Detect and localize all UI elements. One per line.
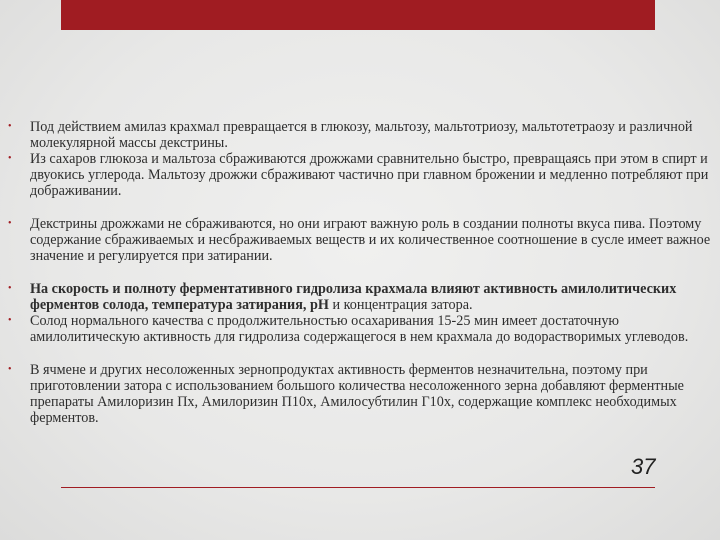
slide-body bbox=[8, 119, 714, 426]
bullet-text: и концентрация затора. bbox=[328, 297, 473, 313]
bullet-dot-icon: • bbox=[8, 364, 12, 375]
bullet-text: Из сахаров глюкоза и мальтоза сбраживаются дрожжами сравнительно быстро, превращаясь при этом в спирт и двуокись углерода. Мальтозу дрожжи сбраживают частично при главном брожении и медленно потребляют при дображивании. bbox=[30, 151, 709, 199]
bullet-dot-icon: • bbox=[8, 218, 12, 229]
bullet-item bbox=[8, 362, 714, 426]
bullet-item bbox=[8, 151, 714, 199]
bullet-text: В ячмене и других несоложенных зернопродуктах активность ферментов незначительна, поэтому при приготовлении затора с использованием большого количества несоложенного зерна добавляют ферментные препараты Амилоризин Пх, Амилоризин П10х, Амилосубтилин Г10х, содержащие комплекс необходимых ферментов. bbox=[30, 362, 684, 426]
footer-divider bbox=[61, 487, 655, 488]
bullet-dot-icon: • bbox=[8, 315, 12, 326]
bullet-text: Под действием амилаз крахмал превращается в глюкозу, мальтозу, мальтотриозу, мальтотетраозу и различной молекулярной массы декстрины. bbox=[30, 119, 693, 151]
bullet-item bbox=[8, 313, 714, 345]
title-banner bbox=[61, 0, 655, 30]
page-number: 37 bbox=[631, 454, 656, 479]
bullet-bold-text: На скорость и полноту ферментативного гидролиза крахмала влияют активность амилолитических ферментов солода, температура затирания, рН bbox=[30, 281, 677, 313]
bullet-dot-icon: • bbox=[8, 283, 12, 294]
bullet-item bbox=[8, 119, 714, 151]
bullet-dot-icon: • bbox=[8, 121, 12, 132]
bullet-dot-icon: • bbox=[8, 153, 12, 164]
bullet-text: Декстрины дрожжами не сбраживаются, но они играют важную роль в создании полноты вкуса пива. Поэтому содержание сбраживаемых и несбраживаемых веществ и их количественное соотношение в сусле имеет важное значение и регулируется при затирании. bbox=[30, 216, 711, 264]
bullet-item bbox=[8, 216, 714, 264]
bullet-item bbox=[8, 281, 714, 313]
bullet-text: Солод нормального качества с продолжительностью осахаривания 15-25 мин имеет достаточную амилолитическую активность для гидролиза содержащегося в нем крахмала до водорастворимых углеводов. bbox=[30, 313, 689, 345]
